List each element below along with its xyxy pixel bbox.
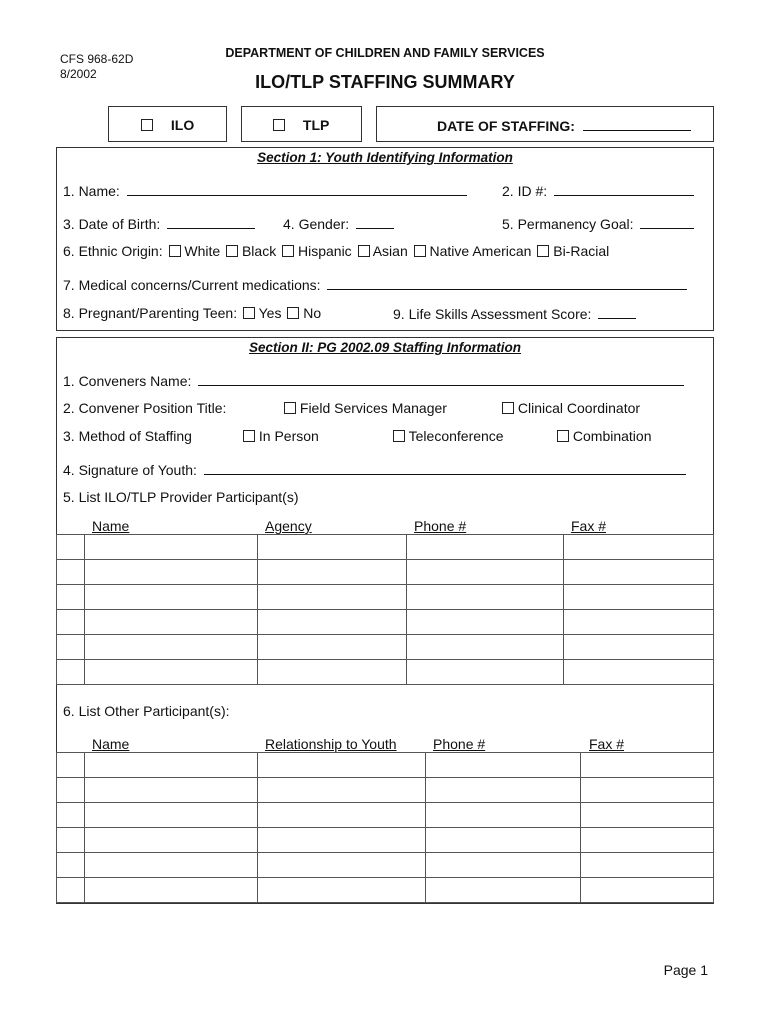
conveners-name-label: 1. Conveners Name:	[63, 373, 192, 389]
provider-table-cell[interactable]	[257, 585, 406, 610]
provider-table-row	[57, 535, 714, 560]
other-table-cell[interactable]	[425, 778, 580, 803]
provider-table-cell[interactable]	[406, 585, 563, 610]
other-table-cell[interactable]	[257, 753, 425, 778]
other-table-cell[interactable]	[257, 878, 425, 903]
conveners-name-field[interactable]	[198, 372, 684, 386]
ilo-checkbox[interactable]	[141, 119, 153, 131]
other-table-cell[interactable]	[257, 803, 425, 828]
combination-label: Combination	[572, 428, 652, 444]
pregnant-no-label: No	[303, 305, 322, 321]
other-table-row	[57, 828, 714, 853]
section1-box	[56, 147, 714, 331]
black-label: Black	[241, 243, 277, 259]
in-person-option[interactable]	[243, 428, 319, 444]
other-table-cell[interactable]	[84, 753, 257, 778]
provider-table-cell[interactable]	[257, 635, 406, 660]
department-name: DEPARTMENT OF CHILDREN AND FAMILY SERVICES	[225, 46, 545, 60]
provider-table-cell	[57, 660, 85, 685]
provider-table-cell[interactable]	[406, 660, 563, 685]
other-table-cell[interactable]	[580, 803, 713, 828]
provider-table-cell	[57, 585, 85, 610]
name-label: 1. Name:	[63, 183, 120, 199]
other-table-cell[interactable]	[84, 878, 257, 903]
provider-header-phone: Phone #	[414, 518, 467, 534]
ethnic-label: 6. Ethnic Origin:	[63, 243, 163, 259]
other-table-cell	[57, 753, 85, 778]
dob-label: 3. Date of Birth:	[63, 216, 161, 232]
id-field[interactable]	[554, 182, 694, 196]
page-title: ILO/TLP STAFFING SUMMARY	[255, 72, 515, 92]
provider-table-cell[interactable]	[406, 610, 563, 635]
tlp-label: TLP	[302, 117, 330, 133]
provider-table-cell[interactable]	[406, 535, 563, 560]
white-checkbox[interactable]	[169, 245, 181, 257]
provider-table-cell[interactable]	[84, 610, 257, 635]
pregnant-no-checkbox[interactable]	[287, 307, 299, 319]
field-services-label: Field Services Manager	[299, 400, 447, 416]
provider-header-name: Name	[92, 518, 130, 534]
other-table	[56, 752, 714, 903]
dob-field[interactable]	[167, 215, 255, 229]
field-services-option[interactable]	[284, 400, 447, 416]
other-table-row	[57, 878, 714, 903]
life-skills-label: 9. Life Skills Assessment Score:	[393, 306, 592, 322]
ilo-box[interactable]	[108, 106, 227, 142]
provider-table-cell[interactable]	[406, 560, 563, 585]
other-table-cell[interactable]	[84, 778, 257, 803]
provider-table-cell	[57, 560, 85, 585]
in-person-checkbox[interactable]	[243, 430, 255, 442]
other-table-cell[interactable]	[257, 853, 425, 878]
other-table-cell[interactable]	[580, 778, 713, 803]
black-checkbox[interactable]	[226, 245, 238, 257]
other-table-row	[57, 753, 714, 778]
native-american-checkbox[interactable]	[414, 245, 426, 257]
field-services-checkbox[interactable]	[284, 402, 296, 414]
teleconference-label: Teleconference	[408, 428, 504, 444]
other-table-cell[interactable]	[580, 878, 713, 903]
provider-table-row	[57, 635, 714, 660]
signature-label: 4. Signature of Youth:	[63, 462, 197, 478]
provider-table-cell	[57, 535, 85, 560]
provider-table-cell[interactable]	[563, 535, 713, 560]
hispanic-checkbox[interactable]	[282, 245, 294, 257]
date-of-staffing-label: DATE OF STAFFING:	[437, 118, 575, 134]
form-date: 8/2002	[60, 67, 97, 81]
clinical-coordinator-checkbox[interactable]	[502, 402, 514, 414]
clinical-coordinator-option[interactable]	[502, 400, 640, 416]
provider-table-cell[interactable]	[563, 635, 713, 660]
id-label: 2. ID #:	[502, 183, 548, 199]
bi-racial-checkbox[interactable]	[537, 245, 549, 257]
ilo-option[interactable]	[141, 117, 194, 133]
page-number: Page 1	[663, 962, 708, 978]
other-table-cell[interactable]	[580, 853, 713, 878]
other-table-cell[interactable]	[425, 853, 580, 878]
provider-header-agency: Agency	[265, 518, 312, 534]
gender-field[interactable]	[356, 215, 394, 229]
provider-table-cell[interactable]	[84, 660, 257, 685]
gender-label: 4. Gender:	[283, 216, 350, 232]
other-header-fax: Fax #	[589, 736, 625, 752]
other-table-cell[interactable]	[257, 828, 425, 853]
medical-label: 7. Medical concerns/Current medications:	[63, 277, 321, 293]
teleconference-checkbox[interactable]	[393, 430, 405, 442]
other-table-cell	[57, 803, 85, 828]
provider-table-row	[57, 610, 714, 635]
medical-field[interactable]	[327, 276, 687, 290]
other-table-cell[interactable]	[425, 753, 580, 778]
provider-list-label: 5. List ILO/TLP Provider Participant(s)	[63, 489, 299, 505]
asian-label: Asian	[372, 243, 408, 259]
provider-table-cell[interactable]	[84, 535, 257, 560]
provider-table-cell	[57, 610, 85, 635]
other-header-relationship: Relationship to Youth	[265, 736, 397, 752]
teleconference-option[interactable]	[393, 428, 504, 444]
other-table-cell[interactable]	[425, 803, 580, 828]
signature-field[interactable]	[204, 461, 686, 475]
provider-table-row	[57, 560, 714, 585]
pregnant-label: 8. Pregnant/Parenting Teen:	[63, 305, 238, 321]
provider-table-cell[interactable]	[563, 610, 713, 635]
provider-table	[56, 534, 714, 685]
ethnic-origin-row	[63, 243, 609, 259]
provider-table-cell[interactable]	[84, 585, 257, 610]
asian-checkbox[interactable]	[358, 245, 370, 257]
permanency-label: 5. Permanency Goal:	[502, 216, 634, 232]
other-table-cell[interactable]	[257, 778, 425, 803]
provider-table-cell[interactable]	[84, 560, 257, 585]
other-table-cell[interactable]	[580, 828, 713, 853]
permanency-field[interactable]	[640, 215, 694, 229]
provider-header-fax: Fax #	[571, 518, 607, 534]
hispanic-label: Hispanic	[297, 243, 352, 259]
other-table-cell	[57, 853, 85, 878]
native-american-label: Native American	[429, 243, 532, 259]
provider-table-cell[interactable]	[563, 585, 713, 610]
other-table-cell[interactable]	[580, 753, 713, 778]
section2-box	[56, 337, 714, 904]
provider-table-cell[interactable]	[257, 560, 406, 585]
provider-table-cell[interactable]	[257, 660, 406, 685]
provider-table-cell	[57, 635, 85, 660]
method-label: 3. Method of Staffing	[63, 428, 192, 444]
ilo-label: ILO	[170, 117, 195, 133]
other-header-name: Name	[92, 736, 130, 752]
bi-racial-label: Bi-Racial	[553, 243, 610, 259]
provider-table-cell[interactable]	[406, 635, 563, 660]
white-label: White	[184, 243, 221, 259]
in-person-label: In Person	[258, 428, 319, 444]
other-table-cell[interactable]	[84, 803, 257, 828]
other-table-row	[57, 853, 714, 878]
other-table-cell	[57, 828, 85, 853]
tlp-option[interactable]	[273, 117, 329, 133]
life-skills-field[interactable]	[598, 305, 636, 319]
other-list-label: 6. List Other Participant(s):	[63, 703, 230, 719]
provider-table-cell[interactable]	[257, 535, 406, 560]
clinical-coordinator-label: Clinical Coordinator	[517, 400, 641, 416]
combination-checkbox[interactable]	[557, 430, 569, 442]
section2-title: Section II: PG 2002.09 Staffing Information	[248, 340, 522, 355]
name-field[interactable]	[127, 182, 467, 196]
other-table-cell	[57, 778, 85, 803]
provider-table-cell[interactable]	[563, 560, 713, 585]
provider-table-row	[57, 585, 714, 610]
form-code: CFS 968-62D	[60, 52, 134, 66]
other-table-cell[interactable]	[84, 853, 257, 878]
other-table-row	[57, 778, 714, 803]
provider-table-cell[interactable]	[257, 610, 406, 635]
tlp-checkbox[interactable]	[273, 119, 285, 131]
combination-option[interactable]	[557, 428, 652, 444]
provider-table-row	[57, 660, 714, 685]
date-of-staffing-field[interactable]	[583, 117, 691, 131]
other-table-cell[interactable]	[425, 828, 580, 853]
pregnant-yes-label: Yes	[258, 305, 282, 321]
provider-table-cell[interactable]	[84, 635, 257, 660]
other-table-cell[interactable]	[84, 828, 257, 853]
date-of-staffing-box	[376, 106, 714, 142]
other-table-row	[57, 803, 714, 828]
other-table-cell	[57, 878, 85, 903]
convener-title-label: 2. Convener Position Title:	[63, 400, 227, 416]
pregnant-yes-checkbox[interactable]	[243, 307, 255, 319]
section1-title: Section 1: Youth Identifying Information	[257, 150, 513, 165]
tlp-box[interactable]	[241, 106, 362, 142]
other-table-cell[interactable]	[425, 878, 580, 903]
provider-table-cell[interactable]	[563, 660, 713, 685]
other-header-phone: Phone #	[433, 736, 486, 752]
